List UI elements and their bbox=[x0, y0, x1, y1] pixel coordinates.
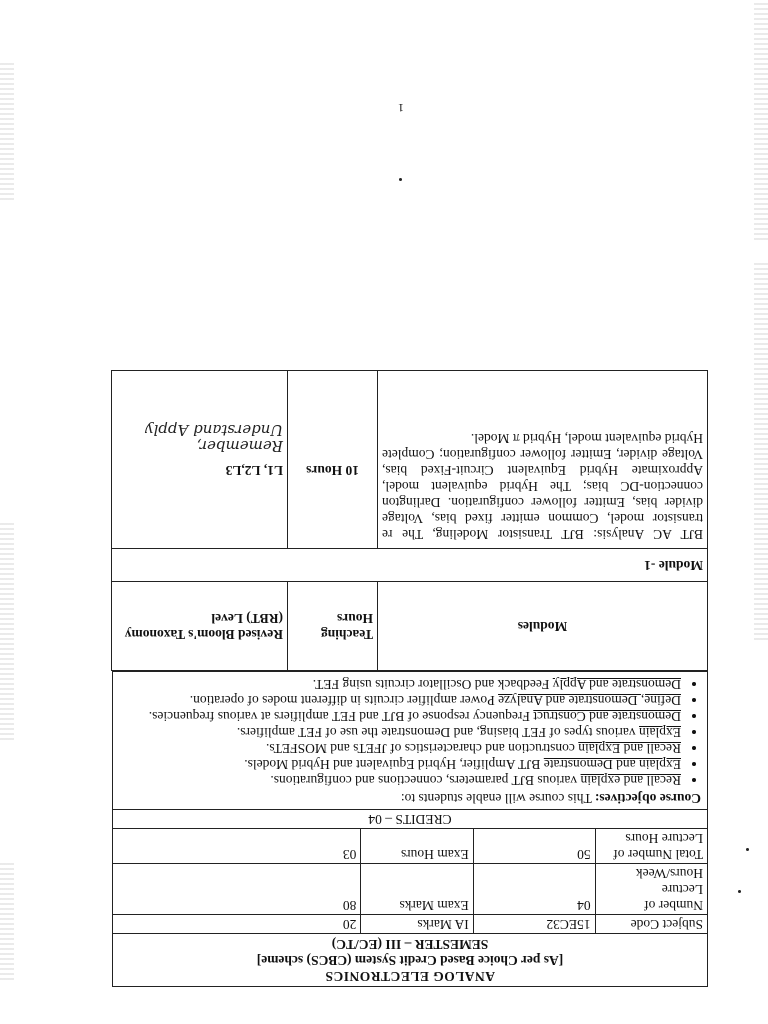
exam-marks-value: 80 bbox=[113, 864, 361, 915]
list-item bbox=[119, 772, 681, 788]
handwritten-note: Remember, Understand Apply bbox=[145, 421, 283, 455]
objective-text: various BJT parameters, connections and configurations. bbox=[270, 773, 581, 788]
objective-verb: Demonstrate and Apply bbox=[552, 677, 681, 692]
module-1-content: BJT AC Analysis: BJT Transistor Modeling, The re transistor model, Common emitter fixed bias, Voltage divider bias, Emitter follower configuration. Darlington connection-DC bias; The Hybrid equivalent model, Approximate Hybrid Equivalent Circuit-Fixed bias, Voltage divider, Emitter follower configuration; Complete Hybrid equivalent model, Hybrid π Model. bbox=[378, 371, 708, 549]
course-objectives bbox=[112, 671, 708, 809]
objective-verb: Explain and Demonstrate bbox=[543, 757, 681, 772]
list-item bbox=[119, 724, 681, 740]
ia-marks-label: IA Marks bbox=[361, 915, 473, 934]
objective-verb: Define, Demonstrate and Analyze bbox=[498, 693, 681, 708]
objective-verb: Explain bbox=[639, 725, 681, 740]
table-header-row bbox=[112, 582, 708, 671]
list-item bbox=[119, 676, 681, 692]
course-info-table bbox=[112, 828, 708, 934]
exam-hours-label: Exam Hours bbox=[361, 829, 473, 864]
objectives-list bbox=[119, 676, 701, 788]
list-item bbox=[119, 692, 681, 708]
objective-text: BJT Amplifier, Hybrid Equivalent and Hybrid Models. bbox=[244, 757, 544, 772]
objective-text: Frequency response of BJT and FET amplifiers at various frequencies. bbox=[148, 709, 534, 724]
course-title-block bbox=[112, 934, 708, 987]
total-hours-label: Total Number of Lecture Hours bbox=[595, 829, 707, 864]
objective-verb: Recall and explain bbox=[580, 773, 681, 788]
objectives-heading: Course objectives: bbox=[594, 791, 701, 806]
lecture-hours-value: 04 bbox=[473, 864, 595, 915]
table-row bbox=[112, 371, 708, 549]
module-1-hours: 10 Hours bbox=[288, 371, 378, 549]
objective-verb: Recall and Explain bbox=[578, 741, 681, 756]
list-item bbox=[119, 708, 681, 724]
page-number: 1 bbox=[398, 101, 404, 115]
exam-hours-value: 03 bbox=[113, 829, 361, 864]
exam-marks-label: Exam Marks bbox=[361, 864, 473, 915]
module-1-rbt: L1, L2,L3 bbox=[225, 463, 283, 478]
course-title: ANALOG ELECTRONICS bbox=[325, 969, 495, 984]
objective-text: Feedback and Oscillator circuits using FET. bbox=[312, 677, 553, 692]
scheme-line: [As per Choice Based Credit System (CBCS) scheme] bbox=[256, 953, 564, 968]
table-row bbox=[112, 549, 708, 582]
total-hours-value: 50 bbox=[473, 829, 595, 864]
credits-line: CREDITS – 04 bbox=[112, 809, 708, 828]
list-item bbox=[119, 740, 681, 756]
objectives-intro: This course will enable students to: bbox=[400, 791, 595, 806]
col-rbt-level: Revised Bloom's Taxonomy (RBT) Level bbox=[112, 582, 288, 671]
list-item bbox=[119, 756, 681, 772]
col-modules: Modules bbox=[378, 582, 708, 671]
table-row bbox=[113, 829, 708, 864]
syllabus-sheet bbox=[112, 370, 708, 987]
module-label: Module -1 bbox=[112, 549, 708, 582]
subject-code-label: Subject Code bbox=[595, 915, 707, 934]
module-1-rbt-cell bbox=[112, 371, 288, 549]
lecture-hours-label: Number of Lecture Hours/Week bbox=[595, 864, 707, 915]
objective-text: various types of FET biasing, and Demonstrate the use of FET amplifiers. bbox=[236, 725, 639, 740]
table-row bbox=[113, 915, 708, 934]
subject-code-value: 15EC32 bbox=[473, 915, 595, 934]
objective-text: construction and characteristics of JFETs and MOSFETs. bbox=[265, 741, 579, 756]
objective-text: Power amplifier circuits in different modes of operation. bbox=[189, 693, 499, 708]
semester-line: SEMESTER – III (EC/TC) bbox=[331, 937, 489, 952]
ia-marks-value: 20 bbox=[113, 915, 361, 934]
table-row bbox=[113, 864, 708, 915]
modules-table bbox=[111, 370, 708, 671]
objective-verb: Demonstrate and Construct bbox=[533, 709, 681, 724]
col-teaching-hours: Teaching Hours bbox=[288, 582, 378, 671]
